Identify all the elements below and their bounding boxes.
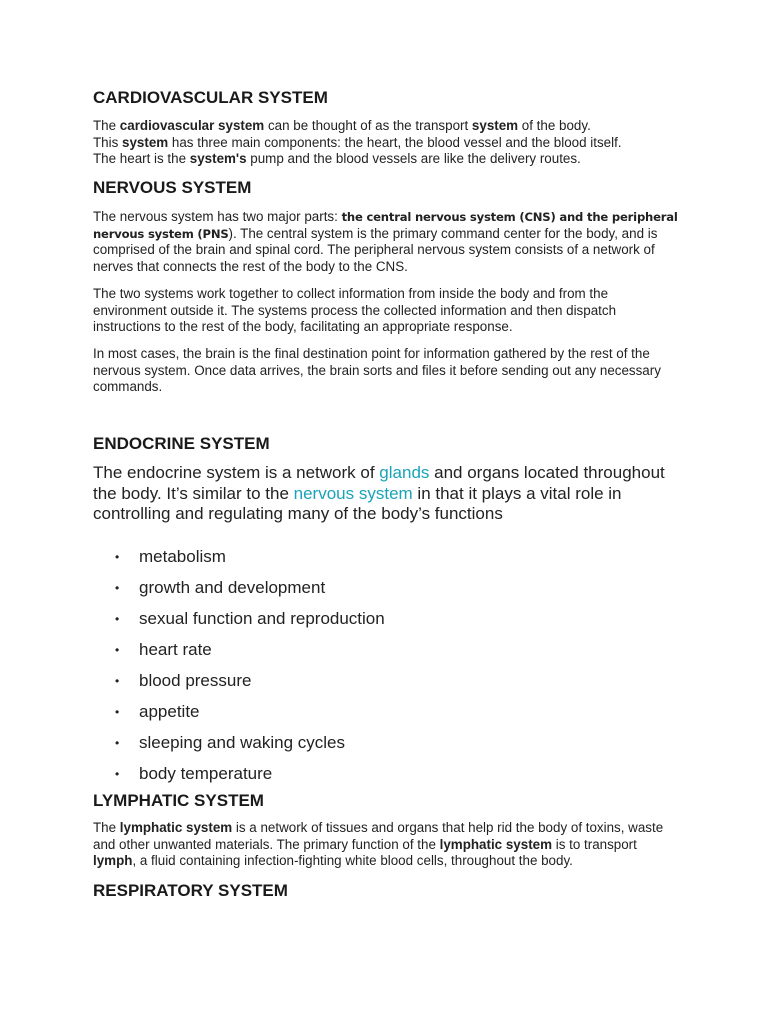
list-item — [93, 669, 683, 700]
list-item — [93, 762, 683, 793]
lymphatic-heading: LYMPHATIC SYSTEM — [93, 791, 264, 810]
list-item-text: appetite — [139, 702, 200, 721]
nervous-paragraph-3: In most cases, the brain is the final destination point for information gathered by the rest of the nervous system. Once data arrives, the brain sorts and files it before sending out any necessary commands. — [93, 346, 661, 394]
bullet-icon: • — [115, 550, 120, 564]
list-item — [93, 576, 683, 607]
list-item — [93, 607, 683, 638]
nervous-paragraph-2: The two systems work together to collect information from inside the body and from the environment outside it. The systems process the collected information and then dispatch instructions to the rest of the body, facilitating an appropriate response. — [93, 286, 617, 334]
list-item-text: blood pressure — [139, 671, 252, 690]
list-item-text: heart rate — [139, 640, 212, 659]
nervous-system-link[interactable]: nervous system — [293, 483, 413, 503]
bullet-icon: • — [115, 674, 120, 688]
bullet-icon: • — [115, 705, 120, 719]
bullet-icon: • — [115, 736, 120, 750]
endocrine-heading: ENDOCRINE SYSTEM — [93, 434, 270, 453]
list-item-text: metabolism — [139, 547, 226, 566]
list-item — [93, 731, 683, 762]
lymphatic-paragraph: The lymphatic system is a network of tissues and organs that help rid the body of toxins, waste and other unwanted materials. The primary function of the lymphatic system is to transport lymph, a fluid containing infection-fighting white blood cells, throughout the body. — [93, 820, 664, 868]
bullet-icon: • — [115, 643, 120, 657]
respiratory-heading: RESPIRATORY SYSTEM — [93, 881, 288, 900]
bullet-icon: • — [115, 767, 120, 781]
glands-link[interactable]: glands — [379, 463, 430, 482]
bullet-icon: • — [115, 612, 120, 626]
list-item — [93, 545, 683, 576]
list-item — [93, 638, 683, 669]
cardiovascular-paragraph: The cardiovascular system can be thought of as the transport system of the body. This system has three main components: the heart, the blood vessel and the blood itself. The heart is the system's pump and the blood vessels are like the delivery routes. — [93, 118, 622, 166]
list-item — [93, 700, 683, 731]
endocrine-functions-list — [93, 545, 683, 793]
list-item-text: growth and development — [139, 578, 326, 597]
list-item-text: sexual function and reproduction — [139, 609, 385, 628]
bullet-icon: • — [115, 581, 120, 595]
nervous-heading: NERVOUS SYSTEM — [93, 178, 252, 197]
nervous-paragraph-1: The nervous system has two major parts: the central nervous system (CNS) and the peripheral nervous system (PNS). The central system is the primary command center for the body, and is comprised of the brain and spinal cord. The peripheral nervous system consists of a network of nerves that connects the rest of the body to the CNS. — [93, 209, 678, 274]
cns-pns-bold-text: the central nervous system (CNS) and the peripheral nervous system (PNS — [93, 210, 678, 241]
endocrine-intro: The endocrine system is a network of glands and organs located throughout the body. It’s similar to the nervous system in that it plays a vital role in controlling and regulating many of the body’s functions — [93, 463, 665, 524]
list-item-text: body temperature — [139, 764, 273, 783]
list-item-text: sleeping and waking cycles — [139, 733, 346, 752]
cardiovascular-heading: CARDIOVASCULAR SYSTEM — [93, 88, 328, 107]
